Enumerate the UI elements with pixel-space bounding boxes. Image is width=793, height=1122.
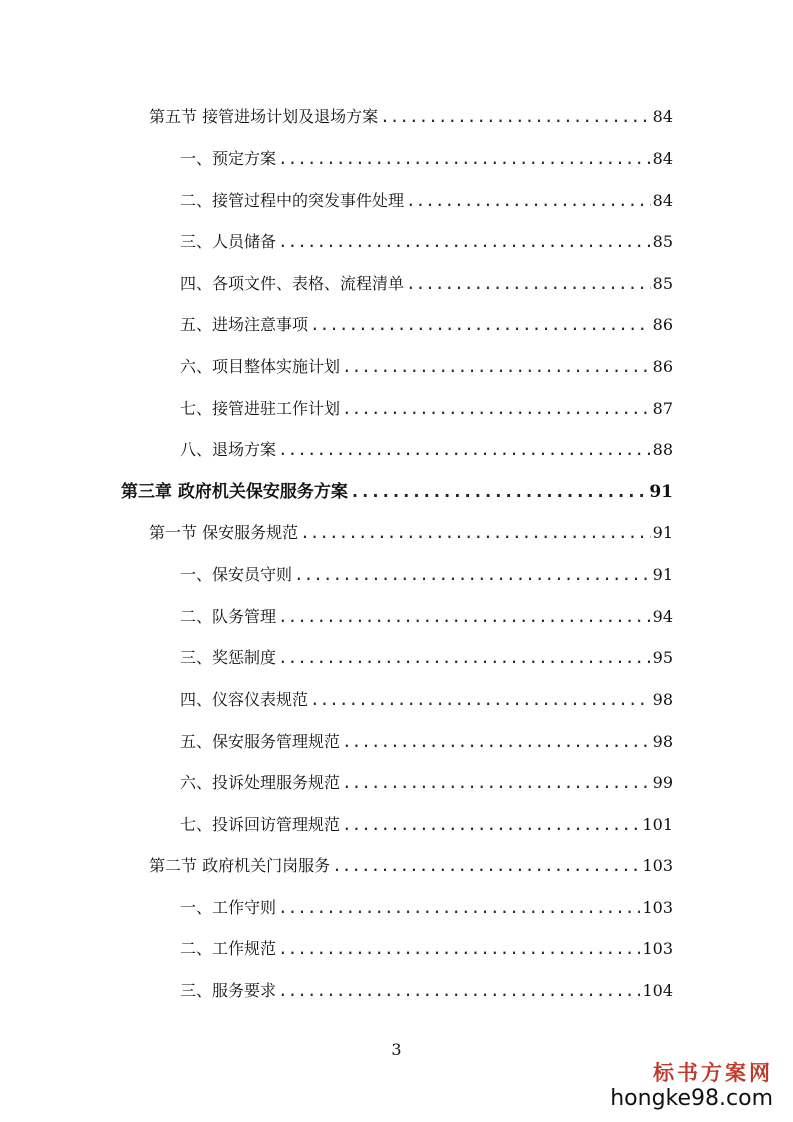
toc-entry-item[interactable]: [180, 814, 673, 836]
toc-entry-item[interactable]: [180, 772, 673, 794]
toc-entry-item[interactable]: [180, 606, 673, 628]
toc-entry-page: 84: [652, 107, 673, 126]
dot-leader: [350, 481, 647, 503]
toc-entry-item[interactable]: [180, 356, 673, 378]
dot-leader: [342, 772, 651, 794]
toc-entry-item[interactable]: [180, 398, 673, 420]
dot-leader: [342, 814, 640, 836]
toc-entry-page: 84: [652, 149, 673, 168]
toc-entry-title: 五、进场注意事项: [180, 315, 309, 334]
dot-leader: [342, 398, 651, 420]
toc-entry-item[interactable]: [180, 314, 673, 336]
toc-entry-page: 103: [642, 898, 673, 917]
dot-leader: [278, 231, 651, 253]
toc-entry-page: 98: [652, 732, 673, 751]
toc-entry-page: 98: [652, 690, 673, 709]
toc-entry-page: 91: [649, 482, 673, 502]
toc-entry-title: 第一节 保安服务规范: [149, 523, 299, 542]
toc-entry-page: 87: [652, 399, 673, 418]
toc-entry-title: 四、各项文件、表格、流程清单: [180, 274, 405, 293]
toc-entry-section[interactable]: [149, 855, 673, 877]
dot-leader: [278, 647, 651, 669]
toc-entry-title: 一、保安员守则: [180, 565, 293, 584]
watermark-text-en: hongke98.com: [610, 1086, 773, 1111]
toc-entry-item[interactable]: [180, 231, 673, 253]
dot-leader: [310, 314, 651, 336]
toc-entry-title: 第二节 政府机关门岗服务: [149, 856, 331, 875]
dot-leader: [278, 897, 640, 919]
toc-entry-title: 第五节 接管进场计划及退场方案: [149, 107, 379, 126]
toc-entry-page: 103: [642, 856, 673, 875]
watermark-logo: [610, 1060, 773, 1112]
dot-leader: [278, 938, 640, 960]
toc-entry-page: 86: [652, 357, 673, 376]
toc-entry-title: 七、投诉回访管理规范: [180, 815, 341, 834]
toc-entry-page: 91: [652, 523, 673, 542]
toc-entry-title: 八、退场方案: [180, 440, 277, 459]
dot-leader: [278, 980, 640, 1002]
toc-entry-page: 84: [652, 191, 673, 210]
toc-entry-title: 二、队务管理: [180, 607, 277, 626]
dot-leader: [380, 106, 651, 128]
toc-entry-page: 103: [642, 939, 673, 958]
toc-entry-title: 四、仪容仪表规范: [180, 690, 309, 709]
toc-entry-chapter[interactable]: [121, 481, 673, 503]
toc-entry-title: 六、投诉处理服务规范: [180, 773, 341, 792]
toc-entry-section[interactable]: [149, 522, 673, 544]
dot-leader: [310, 689, 651, 711]
page-number: 3: [391, 1040, 402, 1059]
dot-leader: [342, 731, 651, 753]
toc-entry-page: 91: [652, 565, 673, 584]
toc-entry-page: 86: [652, 315, 673, 334]
toc-entry-page: 99: [652, 773, 673, 792]
toc-entry-title: 三、服务要求: [180, 981, 277, 1000]
dot-leader: [278, 439, 651, 461]
toc-entry-item[interactable]: [180, 647, 673, 669]
toc-entry-section[interactable]: [149, 106, 673, 128]
toc-entry-item[interactable]: [180, 980, 673, 1002]
dot-leader: [278, 606, 651, 628]
dot-leader: [406, 273, 651, 295]
toc-entry-item[interactable]: [180, 938, 673, 960]
toc-entry-title: 第三章 政府机关保安服务方案: [121, 482, 348, 502]
toc-entry-item[interactable]: [180, 689, 673, 711]
toc-entry-title: 二、工作规范: [180, 939, 277, 958]
toc-entry-title: 六、项目整体实施计划: [180, 357, 341, 376]
toc-entry-page: 104: [642, 981, 673, 1000]
toc-entry-item[interactable]: [180, 190, 673, 212]
toc-entry-item[interactable]: [180, 897, 673, 919]
toc-entry-page: 85: [652, 274, 673, 293]
toc-entry-page: 101: [642, 815, 673, 834]
toc-entry-title: 三、奖惩制度: [180, 648, 277, 667]
toc-entry-title: 二、接管过程中的突发事件处理: [180, 191, 405, 210]
toc-entry-page: 95: [652, 648, 673, 667]
dot-leader: [332, 855, 640, 877]
toc-entry-title: 三、人员储备: [180, 232, 277, 251]
toc-entry-title: 一、预定方案: [180, 149, 277, 168]
dot-leader: [278, 148, 651, 170]
toc-entry-item[interactable]: [180, 564, 673, 586]
toc-entry-item[interactable]: [180, 148, 673, 170]
dot-leader: [406, 190, 651, 212]
toc-entry-page: 94: [652, 607, 673, 626]
toc-entry-title: 一、工作守则: [180, 898, 277, 917]
toc-entry-title: 五、保安服务管理规范: [180, 732, 341, 751]
toc-entry-item[interactable]: [180, 731, 673, 753]
watermark-text-cn: 标书方案网: [653, 1060, 773, 1085]
toc-entry-item[interactable]: [180, 439, 673, 461]
toc-entry-page: 85: [652, 232, 673, 251]
dot-leader: [342, 356, 651, 378]
toc-entry-item[interactable]: [180, 273, 673, 295]
dot-leader: [294, 564, 651, 586]
dot-leader: [300, 522, 651, 544]
toc-entry-title: 七、接管进驻工作计划: [180, 399, 341, 418]
toc-entry-page: 88: [652, 440, 673, 459]
